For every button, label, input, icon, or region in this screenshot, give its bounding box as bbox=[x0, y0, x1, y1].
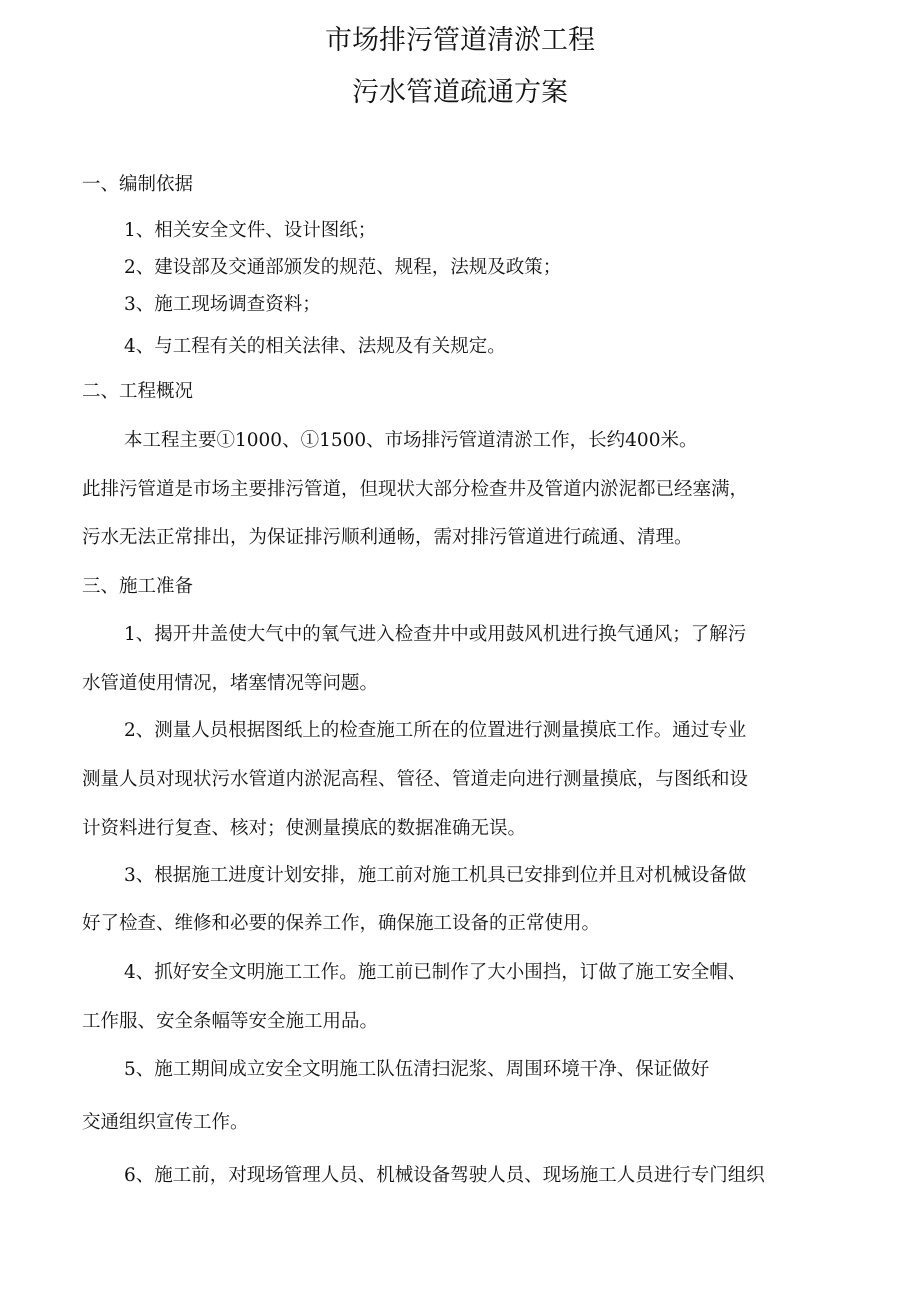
list-item: 2、建设部及交通部颁发的规范、规程，法规及政策； bbox=[124, 257, 562, 278]
paragraph-line: 4、抓好安全文明施工工作。施工前已制作了大小围挡，订做了施工安全帽、 bbox=[124, 962, 747, 983]
paragraph-line: 工作服、安全条幅等安全施工用品。 bbox=[82, 1011, 379, 1032]
paragraph-line: 水管道使用情况，堵塞情况等问题。 bbox=[82, 673, 379, 694]
paragraph-line: 好了检查、维修和必要的保养工作，确保施工设备的正常使用。 bbox=[82, 913, 601, 934]
paragraph-line: 3、根据施工进度计划安排，施工前对施工机具已安排到位并且对机械设备做 bbox=[124, 865, 747, 886]
section-heading: 二、工程概况 bbox=[82, 381, 194, 402]
list-item: 3、施工现场调查资料； bbox=[124, 294, 321, 315]
paragraph-line: 5、施工期间成立安全文明施工队伍清扫泥浆、周围环境干净、保证做好 bbox=[124, 1059, 710, 1080]
document-subtitle: 污水管道疏通方案 bbox=[352, 77, 568, 108]
paragraph-line: 交通组织宣传工作。 bbox=[82, 1112, 249, 1133]
paragraph-line: 计资料进行复查、核对；使测量摸底的数据准确无误。 bbox=[82, 818, 527, 839]
section-heading: 一、编制依据 bbox=[82, 174, 194, 195]
list-item: 4、与工程有关的相关法律、法规及有关规定。 bbox=[124, 336, 506, 357]
paragraph-line: 6、施工前，对现场管理人员、机械设备驾驶人员、现场施工人员进行专门组织 bbox=[124, 1165, 765, 1186]
paragraph-line: 污水无法正常排出，为保证排污顺利通畅，需对排污管道进行疏通、清理。 bbox=[82, 527, 693, 548]
paragraph-line: 1、揭开井盖使大气中的氧气进入检查井中或用鼓风机进行换气通风；了解污 bbox=[124, 624, 747, 645]
paragraph-line: 2、测量人员根据图纸上的检查施工所在的位置进行测量摸底工作。通过专业 bbox=[124, 720, 747, 741]
section-heading: 三、施工准备 bbox=[82, 576, 194, 597]
paragraph-line: 此排污管道是市场主要排污管道，但现状大部分检查井及管道内淤泥都已经塞满， bbox=[82, 479, 749, 500]
paragraph-line: 本工程主要①1000、①1500、市场排污管道清淤工作，长约400米。 bbox=[124, 430, 698, 451]
document-title: 市场排污管道清淤工程 bbox=[325, 25, 595, 56]
list-item: 1、相关安全文件、设计图纸； bbox=[124, 220, 377, 241]
paragraph-line: 测量人员对现状污水管道内淤泥高程、管径、管道走向进行测量摸底，与图纸和设 bbox=[82, 769, 749, 790]
